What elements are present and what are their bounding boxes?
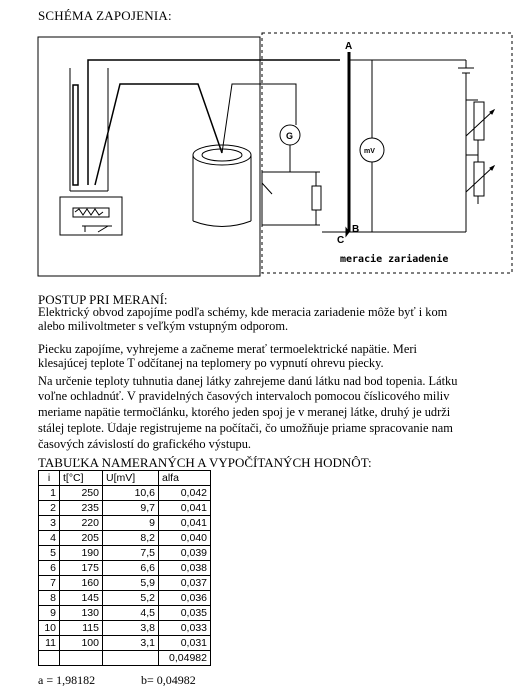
table-cell	[60, 651, 103, 666]
procedure-line: alebo milivoltmeter s veľkým vstupným odporom.	[38, 320, 289, 333]
table-cell: 7,5	[103, 546, 159, 561]
table-cell: 1	[39, 486, 60, 501]
table-cell: 175	[60, 561, 103, 576]
millivoltmeter-label: mV	[364, 148, 375, 155]
table-row	[39, 576, 211, 591]
result-a: a = 1,98182	[38, 673, 96, 687]
table-cell: 0,031	[159, 636, 211, 651]
table-cell: 0,038	[159, 561, 211, 576]
table-cell: 9	[103, 516, 159, 531]
procedure-line: časových závislostí do grafického výstupu.	[38, 438, 252, 451]
header-alfa: alfa	[159, 471, 211, 486]
table-cell: 6,6	[103, 561, 159, 576]
device-label: meracie zariadenie	[340, 254, 449, 265]
procedure-line: Piecku zapojíme, vyhrejeme a začneme merať termoelektrické napätie. Meri	[38, 343, 417, 356]
table-cell: 205	[60, 531, 103, 546]
table-row	[39, 546, 211, 561]
table-cell: 10,6	[103, 486, 159, 501]
table-cell: 3,1	[103, 636, 159, 651]
table-cell: 5,9	[103, 576, 159, 591]
table-row	[39, 486, 211, 501]
table-cell: 3	[39, 516, 60, 531]
label-c: C	[337, 235, 345, 246]
table-cell: 9	[39, 606, 60, 621]
table-row	[39, 516, 211, 531]
measuring-device-box	[262, 33, 512, 273]
procedure-title: POSTUP PRI MERANÍ:	[38, 292, 168, 307]
procedure-line: stálej teplote. Údaje registrujeme na počítači, čo umožňuje priame spracovanie nam	[38, 422, 453, 435]
thermometer-icon	[73, 85, 78, 185]
table-cell: 8	[39, 591, 60, 606]
table-cell: 100	[60, 636, 103, 651]
table-cell: 0,036	[159, 591, 211, 606]
table-row	[39, 531, 211, 546]
table-title: TABUĽKA NAMERANÝCH A VYPOČÍTANÝCH HODNÔT:	[38, 455, 372, 470]
table-cell: 0,041	[159, 516, 211, 531]
table-cell: 0,037	[159, 576, 211, 591]
table-row	[39, 591, 211, 606]
result-b: b= 0,04982	[141, 673, 196, 687]
table-cell: 8,2	[103, 531, 159, 546]
table-cell: 0,041	[159, 501, 211, 516]
furnace-icon	[60, 68, 122, 235]
table-cell: 190	[60, 546, 103, 561]
header-i: i	[39, 471, 60, 486]
table-cell: 0,035	[159, 606, 211, 621]
procedure-line: klesajúcej teplote T odčítanej na teplomery po vypnutí ohrevu piecky.	[38, 357, 384, 370]
table-cell: 115	[60, 621, 103, 636]
table-cell: 2	[39, 501, 60, 516]
circuit-schematic	[0, 0, 517, 285]
resistor-icon	[312, 186, 321, 210]
table-cell: 145	[60, 591, 103, 606]
table-cell: 9,7	[103, 501, 159, 516]
table-cell: 7	[39, 576, 60, 591]
galvanometer-label: G	[286, 131, 294, 141]
table-row	[39, 606, 211, 621]
table-cell: 160	[60, 576, 103, 591]
procedure-line: meriame napätie termočlánku, ktorého jeden spoj je v meranej látke, druhý je udrži	[38, 406, 451, 419]
table-cell: 0,040	[159, 531, 211, 546]
table-cell: 3,8	[103, 621, 159, 636]
table-row	[39, 621, 211, 636]
header-u: U[mV]	[103, 471, 159, 486]
table-cell: 5,2	[103, 591, 159, 606]
table-cell: 250	[60, 486, 103, 501]
table-cell	[103, 651, 159, 666]
table-cell: 0,039	[159, 546, 211, 561]
schema-title: SCHÉMA ZAPOJENIA:	[38, 8, 172, 23]
measurement-table	[38, 470, 211, 666]
results	[38, 673, 196, 688]
header-t: t[°C]	[60, 471, 103, 486]
table-row	[39, 651, 211, 666]
table-cell: 4,5	[103, 606, 159, 621]
table-cell: 0,042	[159, 486, 211, 501]
procedure-line: Elektrický obvod zapojíme podľa schémy, kde meracia zariadenie môže byť i kom	[38, 306, 448, 319]
reference-vessel-icon	[193, 145, 251, 227]
table-cell	[39, 651, 60, 666]
heater-box	[60, 197, 122, 235]
procedure-line: Na určenie teploty tuhnutia danej látky zahrejeme danú látku nad bod topenia. Látku	[38, 375, 458, 388]
table-row	[39, 501, 211, 516]
table-cell: 5	[39, 546, 60, 561]
table-header-row	[39, 471, 211, 486]
table-cell: 130	[60, 606, 103, 621]
apparatus-frame	[38, 37, 260, 276]
table-cell: 10	[39, 621, 60, 636]
table-cell: 220	[60, 516, 103, 531]
table-row	[39, 561, 211, 576]
table-cell: 11	[39, 636, 60, 651]
table-cell: 0,04982	[159, 651, 211, 666]
rheostat-icon-2	[474, 162, 484, 196]
table-row	[39, 636, 211, 651]
table-cell: 4	[39, 531, 60, 546]
procedure-line: voľne ochladnúť. V pravidelných časových intervaloch pomocou číslicového miliv	[38, 390, 450, 403]
table-cell: 6	[39, 561, 60, 576]
table-cell: 235	[60, 501, 103, 516]
label-b: B	[352, 224, 360, 235]
table-cell: 0,033	[159, 621, 211, 636]
label-a: A	[345, 41, 353, 52]
